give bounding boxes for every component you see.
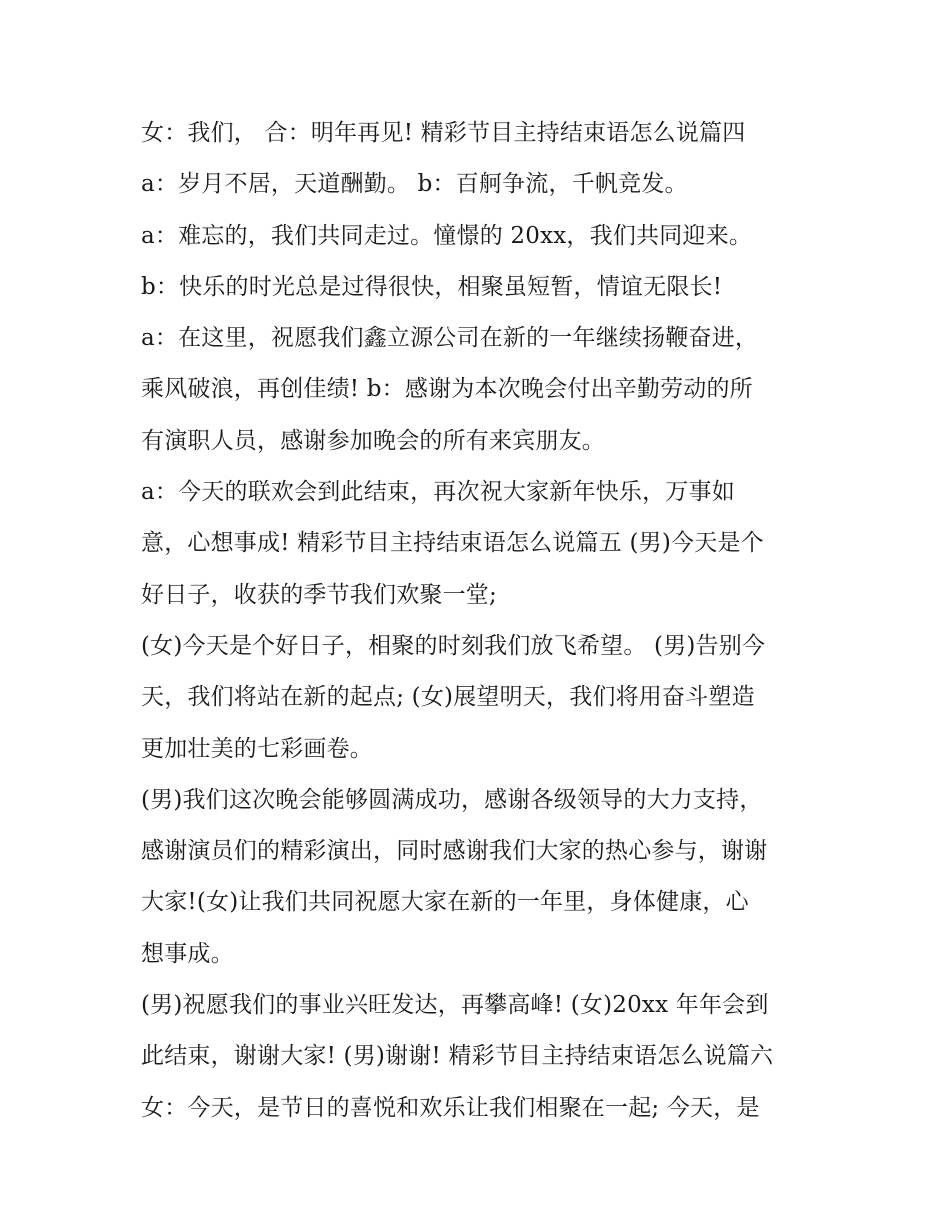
- text-line: (男)祝愿我们的事业兴旺发达，再攀高峰! (女)20xx 年年会到: [141, 992, 769, 1019]
- text-line: 女：我们， 合：明年再见! 精彩节目主持结束语怎么说篇四: [141, 120, 746, 146]
- text-line: a：岁月不居，天道酬勤。 b：百舸争流，千帆竞发。: [141, 171, 688, 198]
- text-line: (男)我们这次晚会能够圆满成功，感谢各级领导的大力支持，: [141, 786, 763, 813]
- text-line: 大家!(女)让我们共同祝愿大家在新的一年里，身体健康，心: [141, 889, 749, 916]
- text-line: 乘风破浪，再创佳绩! b：感谢为本次晚会付出辛勤劳动的所: [141, 376, 753, 403]
- text-line: 此结束，谢谢大家! (男)谢谢! 精彩节目主持结束语怎么说篇六: [141, 1043, 774, 1070]
- text-line: 有演职人员，感谢参加晚会的所有来宾朋友。: [141, 427, 605, 454]
- text-line: 好日子，收获的季节我们欢聚一堂;: [141, 581, 497, 608]
- document-body: [141, 108, 821, 1134]
- text-line: a：今天的联欢会到此结束，再次祝大家新年快乐，万事如: [141, 479, 735, 506]
- text-line: 感谢演员们的精彩演出，同时感谢我们大家的热心参与，谢谢: [141, 838, 768, 865]
- text-line: b：快乐的时光总是过得很快，相聚虽短暂，情谊无限长!: [141, 273, 723, 300]
- text-line: a：在这里，祝愿我们鑫立源公司在新的一年继续扬鞭奋进，: [141, 325, 759, 352]
- text-line: 意，心想事成! 精彩节目主持结束语怎么说篇五 (男)今天是个: [141, 530, 764, 557]
- text-line: 想事成。: [141, 940, 234, 967]
- text-line: (女)今天是个好日子，相聚的时刻我们放飞希望。 (男)告别今: [141, 632, 766, 659]
- text-line: 更加壮美的七彩画卷。: [141, 735, 373, 762]
- text-line: a：难忘的，我们共同走过。憧憬的 20xx，我们共同迎来。: [141, 222, 753, 249]
- text-line: 天，我们将站在新的起点; (女)展望明天，我们将用奋斗塑造: [141, 684, 755, 711]
- text-line: 女：今天，是节日的喜悦和欢乐让我们相聚在一起; 今天，是: [141, 1094, 760, 1121]
